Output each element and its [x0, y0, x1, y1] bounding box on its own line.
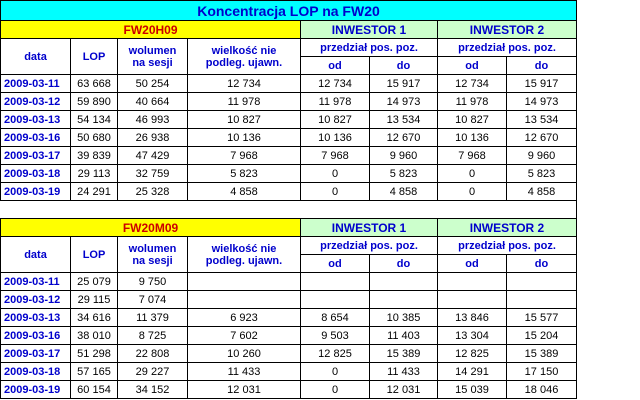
date-cell: 2009-03-13: [1, 111, 71, 129]
header-to-2: do: [507, 255, 577, 273]
investor-1-to-cell: 10 385: [370, 309, 438, 327]
spacer-cell: [370, 201, 438, 219]
date-cell: 2009-03-19: [1, 381, 71, 399]
investor-1-to-cell: 12 031: [370, 381, 438, 399]
lop-cell: 38 010: [71, 327, 118, 345]
investor-2-from-cell: 14 291: [438, 363, 507, 381]
table-row: [1, 75, 577, 93]
investor-1-from-cell: [301, 291, 370, 309]
investor-2-from-cell: 12 825: [438, 345, 507, 363]
spacer-cell: [507, 201, 577, 219]
investor-1-from-cell: 11 978: [301, 93, 370, 111]
volume-cell: 40 664: [118, 93, 188, 111]
table-row: [1, 93, 577, 111]
investor-1-to-cell: [370, 273, 438, 291]
investor-2-from-cell: [438, 291, 507, 309]
volume-cell: 8 725: [118, 327, 188, 345]
header-from-2: od: [438, 57, 507, 75]
unreported-cell: 6 923: [188, 309, 301, 327]
investor-2-to-cell: 17 150: [507, 363, 577, 381]
header-lop: LOP: [71, 237, 118, 273]
header-date: data: [1, 237, 71, 273]
volume-cell: 7 074: [118, 291, 188, 309]
header-to-1: do: [370, 57, 438, 75]
investor-2-to-cell: 15 577: [507, 309, 577, 327]
spacer-row: [1, 201, 577, 219]
table-row: [1, 327, 577, 345]
investor-1-to-cell: 5 823: [370, 165, 438, 183]
table-row: [1, 309, 577, 327]
table-row: [1, 273, 577, 291]
header-range-2: przedział pos. poz.: [438, 237, 577, 255]
investor-2-from-cell: 13 304: [438, 327, 507, 345]
header-to-2: do: [507, 57, 577, 75]
investor-2-header: INWESTOR 2: [438, 219, 577, 237]
lop-cell: 39 839: [71, 147, 118, 165]
date-cell: 2009-03-16: [1, 327, 71, 345]
lop-cell: 24 291: [71, 183, 118, 201]
investor-1-to-cell: 4 858: [370, 183, 438, 201]
lop-cell: 29 113: [71, 165, 118, 183]
header-range-2: przedział pos. poz.: [438, 39, 577, 57]
investor-1-from-cell: 10 136: [301, 129, 370, 147]
volume-cell: 25 328: [118, 183, 188, 201]
table-row: [1, 345, 577, 363]
table-row: [1, 147, 577, 165]
header-from-2: od: [438, 255, 507, 273]
volume-cell: 29 227: [118, 363, 188, 381]
investor-1-to-cell: 9 960: [370, 147, 438, 165]
investor-1-header: INWESTOR 1: [301, 21, 438, 39]
investor-2-from-cell: 0: [438, 183, 507, 201]
unreported-cell: 7 968: [188, 147, 301, 165]
lop-cell: 34 616: [71, 309, 118, 327]
lop-cell: 29 115: [71, 291, 118, 309]
unreported-cell: 12 734: [188, 75, 301, 93]
contract-header-row: [1, 21, 577, 39]
lop-cell: 51 298: [71, 345, 118, 363]
volume-cell: 11 379: [118, 309, 188, 327]
investor-1-from-cell: [301, 273, 370, 291]
investor-1-to-cell: 15 389: [370, 345, 438, 363]
column-header-row: [1, 39, 577, 57]
volume-cell: 50 254: [118, 75, 188, 93]
unreported-cell: 7 602: [188, 327, 301, 345]
volume-cell: 26 938: [118, 129, 188, 147]
spacer-cell: [438, 201, 507, 219]
investor-2-from-cell: 13 846: [438, 309, 507, 327]
lop-cell: 54 134: [71, 111, 118, 129]
unreported-cell: [188, 291, 301, 309]
date-cell: 2009-03-18: [1, 363, 71, 381]
investor-1-to-cell: [370, 291, 438, 309]
investor-1-from-cell: 0: [301, 183, 370, 201]
date-cell: 2009-03-12: [1, 93, 71, 111]
volume-cell: 32 759: [118, 165, 188, 183]
spacer-cell: [118, 201, 188, 219]
investor-1-to-cell: 14 973: [370, 93, 438, 111]
lop-cell: 25 079: [71, 273, 118, 291]
unreported-cell: 10 827: [188, 111, 301, 129]
investor-1-from-cell: 10 827: [301, 111, 370, 129]
spacer-cell: [301, 201, 370, 219]
header-lop: LOP: [71, 39, 118, 75]
table-row: [1, 381, 577, 399]
lop-cell: 63 668: [71, 75, 118, 93]
investor-1-from-cell: 0: [301, 363, 370, 381]
investor-2-to-cell: 12 670: [507, 129, 577, 147]
investor-2-to-cell: 15 204: [507, 327, 577, 345]
investor-1-to-cell: 11 403: [370, 327, 438, 345]
header-range-1: przedział pos. poz.: [301, 237, 438, 255]
investor-1-from-cell: 0: [301, 165, 370, 183]
date-cell: 2009-03-11: [1, 75, 71, 93]
table-row: [1, 363, 577, 381]
date-cell: 2009-03-17: [1, 345, 71, 363]
spacer-cell: [188, 201, 301, 219]
volume-cell: 46 993: [118, 111, 188, 129]
unreported-cell: 11 978: [188, 93, 301, 111]
unreported-cell: 5 823: [188, 165, 301, 183]
contract-name: FW20H09: [1, 21, 301, 39]
investor-2-from-cell: 12 734: [438, 75, 507, 93]
investor-2-from-cell: 0: [438, 165, 507, 183]
unreported-cell: 4 858: [188, 183, 301, 201]
date-cell: 2009-03-12: [1, 291, 71, 309]
lop-cell: 57 165: [71, 363, 118, 381]
table-row: [1, 111, 577, 129]
unreported-cell: 12 031: [188, 381, 301, 399]
investor-1-from-cell: 0: [301, 381, 370, 399]
header-to-1: do: [370, 255, 438, 273]
unreported-cell: 10 260: [188, 345, 301, 363]
volume-cell: 9 750: [118, 273, 188, 291]
date-cell: 2009-03-13: [1, 309, 71, 327]
column-header-row: [1, 237, 577, 255]
investor-2-to-cell: 18 046: [507, 381, 577, 399]
investor-1-to-cell: 11 433: [370, 363, 438, 381]
lop-cell: 60 154: [71, 381, 118, 399]
header-unreported: wielkość nie podleg. ujawn.: [188, 39, 301, 75]
lop-cell: 50 680: [71, 129, 118, 147]
investor-2-to-cell: [507, 291, 577, 309]
investor-2-to-cell: 13 534: [507, 111, 577, 129]
investor-2-from-cell: 11 978: [438, 93, 507, 111]
investor-1-to-cell: 15 917: [370, 75, 438, 93]
table-row: [1, 291, 577, 309]
investor-2-to-cell: 4 858: [507, 183, 577, 201]
investor-2-to-cell: 5 823: [507, 165, 577, 183]
investor-1-from-cell: 9 503: [301, 327, 370, 345]
investor-2-from-cell: 7 968: [438, 147, 507, 165]
sheet-title: Koncentracja LOP na FW20: [1, 1, 577, 21]
header-from-1: od: [301, 57, 370, 75]
investor-1-from-cell: 12 734: [301, 75, 370, 93]
contract-header-row: [1, 219, 577, 237]
investor-2-to-cell: 14 973: [507, 93, 577, 111]
table-row: [1, 129, 577, 147]
date-cell: 2009-03-19: [1, 183, 71, 201]
investor-2-from-cell: 10 827: [438, 111, 507, 129]
investor-2-to-cell: 15 917: [507, 75, 577, 93]
investor-2-to-cell: [507, 273, 577, 291]
date-cell: 2009-03-16: [1, 129, 71, 147]
investor-2-to-cell: 15 389: [507, 345, 577, 363]
spacer-cell: [71, 201, 118, 219]
header-from-1: od: [301, 255, 370, 273]
header-unreported: wielkość nie podleg. ujawn.: [188, 237, 301, 273]
spacer-cell: [1, 201, 71, 219]
investor-2-from-cell: 15 039: [438, 381, 507, 399]
unreported-cell: 10 136: [188, 129, 301, 147]
table-row: [1, 165, 577, 183]
header-volume: wolumen na sesji: [118, 39, 188, 75]
investor-1-from-cell: 8 654: [301, 309, 370, 327]
table-row: [1, 183, 577, 201]
investor-1-header: INWESTOR 1: [301, 219, 438, 237]
investor-1-to-cell: 12 670: [370, 129, 438, 147]
investor-1-from-cell: 7 968: [301, 147, 370, 165]
investor-2-to-cell: 9 960: [507, 147, 577, 165]
header-volume: wolumen na sesji: [118, 237, 188, 273]
investor-1-to-cell: 13 534: [370, 111, 438, 129]
volume-cell: 22 808: [118, 345, 188, 363]
investor-2-header: INWESTOR 2: [438, 21, 577, 39]
investor-2-from-cell: [438, 273, 507, 291]
volume-cell: 47 429: [118, 147, 188, 165]
unreported-cell: [188, 273, 301, 291]
lop-cell: 59 890: [71, 93, 118, 111]
date-cell: 2009-03-11: [1, 273, 71, 291]
investor-1-from-cell: 12 825: [301, 345, 370, 363]
date-cell: 2009-03-17: [1, 147, 71, 165]
investor-2-from-cell: 10 136: [438, 129, 507, 147]
header-range-1: przedział pos. poz.: [301, 39, 438, 57]
volume-cell: 34 152: [118, 381, 188, 399]
header-date: data: [1, 39, 71, 75]
date-cell: 2009-03-18: [1, 165, 71, 183]
unreported-cell: 11 433: [188, 363, 301, 381]
contract-name: FW20M09: [1, 219, 301, 237]
